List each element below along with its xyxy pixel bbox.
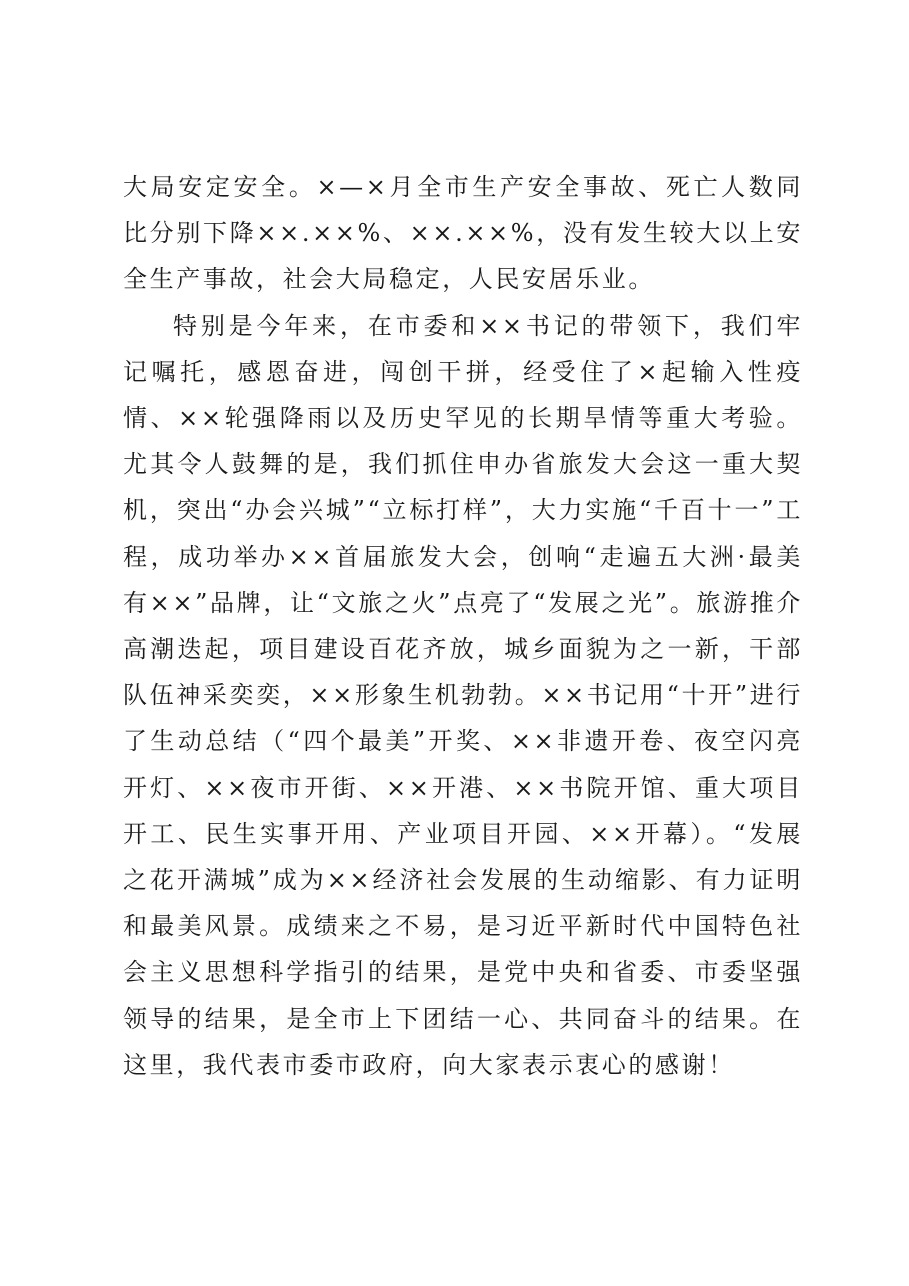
paragraph-2: 特别是今年来，在市委和××书记的带领下，我们牢记嘱托，感恩奋进，闯创干拼，经受住了×起输入性疫情、××轮强降雨以及历史罕见的长期旱情等重大考验。尤其令人鼓舞的是，我们抓住申办省旅发大会这一重大契机，突出“办会兴城”“立标打样”，大力实施“千百十一”工程，成功举办××首届旅发大会，创响“走遍五大洲·最美有××”品牌，让“文旅之火”点亮了“发展之光”。旅游推介高潮迭起，项目建设百花齐放，城乡面貌为之一新，干部队伍神采奕奕，××形象生机勃勃。××书记用“十开”进行了生动总结（“四个最美”开奖、××非遗开卷、夜空闪亮开灯、××夜市开街、××开港、××书院开馆、重大项目开工、民生实事开用、产业项目开园、××开幕）。“发展之花开满城”成为××经济社会发展的生动缩影、有力证明和最美风景。成绩来之不易，是习近平新时代中国特色社会主义思想科学指引的结果，是党中央和省委、市委坚强领导的结果，是全市上下团结一心、共同奋斗的结果。在这里，我代表市委市政府，向大家表示衷心的感谢！ [123, 311, 803, 1079]
paragraph-1: 大局安定安全。×—×月全市生产安全事故、死亡人数同比分别下降××.××%、××.××%，没有发生较大以上安全生产事故，社会大局稳定，人民安居乐业。 [123, 173, 803, 294]
document-body [123, 164, 803, 1088]
